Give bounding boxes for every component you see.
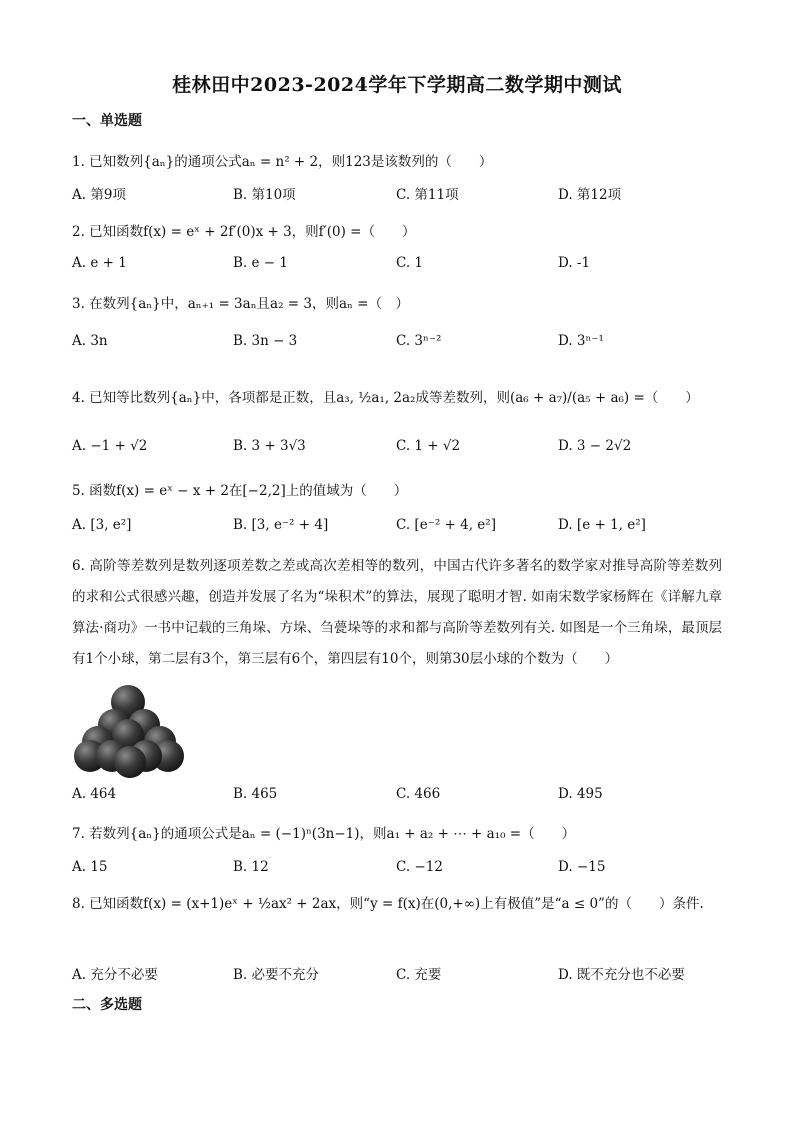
question-3-option-a[interactable]: A. 3n: [72, 333, 108, 349]
question-4-option-a[interactable]: A. −1 + √2: [72, 438, 148, 454]
question-1-option-d[interactable]: D. 第12项: [558, 187, 622, 203]
question-2-option-a[interactable]: A. e + 1: [72, 255, 127, 271]
question-2-option-d[interactable]: D. -1: [558, 255, 591, 271]
sphere: [114, 746, 146, 778]
question-4-option-b[interactable]: B. 3 + 3√3: [233, 438, 306, 454]
question-7-option-d[interactable]: D. −15: [558, 859, 606, 875]
question-2-option-b[interactable]: B. e − 1: [233, 255, 288, 271]
question-5-option-c[interactable]: C. [e⁻² + 4, e²]: [396, 517, 496, 533]
question-8-option-c[interactable]: C. 充要: [396, 967, 442, 983]
question-8-option-a[interactable]: A. 充分不必要: [72, 967, 158, 983]
question-7-option-a[interactable]: A. 15: [72, 859, 108, 875]
question-6-option-c[interactable]: C. 466: [396, 786, 441, 802]
question-3-option-d[interactable]: D. 3ⁿ⁻¹: [558, 333, 604, 349]
question-1-stem: 1. 已知数列{aₙ}的通项公式aₙ = n² + 2，则123是该数列的（ ）: [72, 154, 493, 170]
sphere-pyramid-figure: [72, 680, 186, 780]
question-7-option-c[interactable]: C. −12: [396, 859, 443, 875]
question-8-option-d[interactable]: D. 既不充分也不必要: [558, 967, 685, 983]
question-2-option-c[interactable]: C. 1: [396, 255, 424, 271]
question-3-stem: 3. 在数列{aₙ}中，aₙ₊₁ = 3aₙ且a₂ = 3，则aₙ =（ ）: [72, 296, 409, 312]
question-2-stem: 2. 已知函数f(x) = eˣ + 2f′(0)x + 3，则f′(0) =（ ）: [72, 224, 416, 240]
question-6-option-d[interactable]: D. 495: [558, 786, 603, 802]
exam-title: 桂林田中2023-2024学年下学期高二数学期中测试: [172, 74, 622, 96]
question-1-option-c[interactable]: C. 第11项: [396, 187, 459, 203]
question-3-option-c[interactable]: C. 3ⁿ⁻²: [396, 333, 442, 349]
question-8-option-b[interactable]: B. 必要不充分: [233, 967, 320, 983]
question-7-stem: 7. 若数列{aₙ}的通项公式是aₙ = (−1)ⁿ(3n−1)，则a₁ + a₂ + ⋯ + a₁₀ =（ ）: [72, 826, 576, 842]
question-5-option-b[interactable]: B. [3, e⁻² + 4]: [233, 517, 329, 533]
section-multi-choice: 二、多选题: [72, 997, 142, 1013]
question-3-option-b[interactable]: B. 3n − 3: [233, 333, 298, 349]
question-7-option-b[interactable]: B. 12: [233, 859, 269, 875]
question-1-option-b[interactable]: B. 第10项: [233, 187, 296, 203]
question-8-stem: 8. 已知函数f(x) = (x+1)eˣ + ½ax² + 2ax，则“y = f(x)在(0,+∞)上有极值”是“a ≤ 0”的（ ）条件.: [72, 896, 704, 912]
question-5-option-a[interactable]: A. [3, e²]: [72, 517, 132, 533]
question-1-option-a[interactable]: A. 第9项: [72, 187, 126, 203]
question-6-stem: 6. 高阶等差数列是数列逐项差数之差或高次差相等的数列，中国古代许多著名的数学家对推导高阶等差数列的求和公式很感兴趣，创造并发展了名为“垛积术”的算法，展现了聪明才智. 如南宋数学家杨辉在《详解九章算法·商功》一书中记载的三角垛、方垛、刍甍垛等的求和都与高阶等差数列有关. 如图是一个三角垛，最顶层有1个小球，第二层有3个，第三层有6个，第四层有10个，则第30层小球的个数为（ ）: [72, 558, 722, 667]
question-5-option-d[interactable]: D. [e + 1, e²]: [558, 517, 646, 533]
question-6-option-a[interactable]: A. 464: [72, 786, 117, 802]
section-single-choice: 一、单选题: [72, 113, 142, 129]
question-6-option-b[interactable]: B. 465: [233, 786, 278, 802]
question-5-stem: 5. 函数f(x) = eˣ − x + 2在[−2,2]上的值域为（ ）: [72, 483, 408, 499]
question-4-option-c[interactable]: C. 1 + √2: [396, 438, 461, 454]
question-4-option-d[interactable]: D. 3 − 2√2: [558, 438, 632, 454]
question-4-stem: 4. 已知等比数列{aₙ}中，各项都是正数，且a₃, ½a₁, 2a₂成等差数列，则(a₆ + a₇)/(a₅ + a₆) =（ ）: [72, 390, 699, 406]
